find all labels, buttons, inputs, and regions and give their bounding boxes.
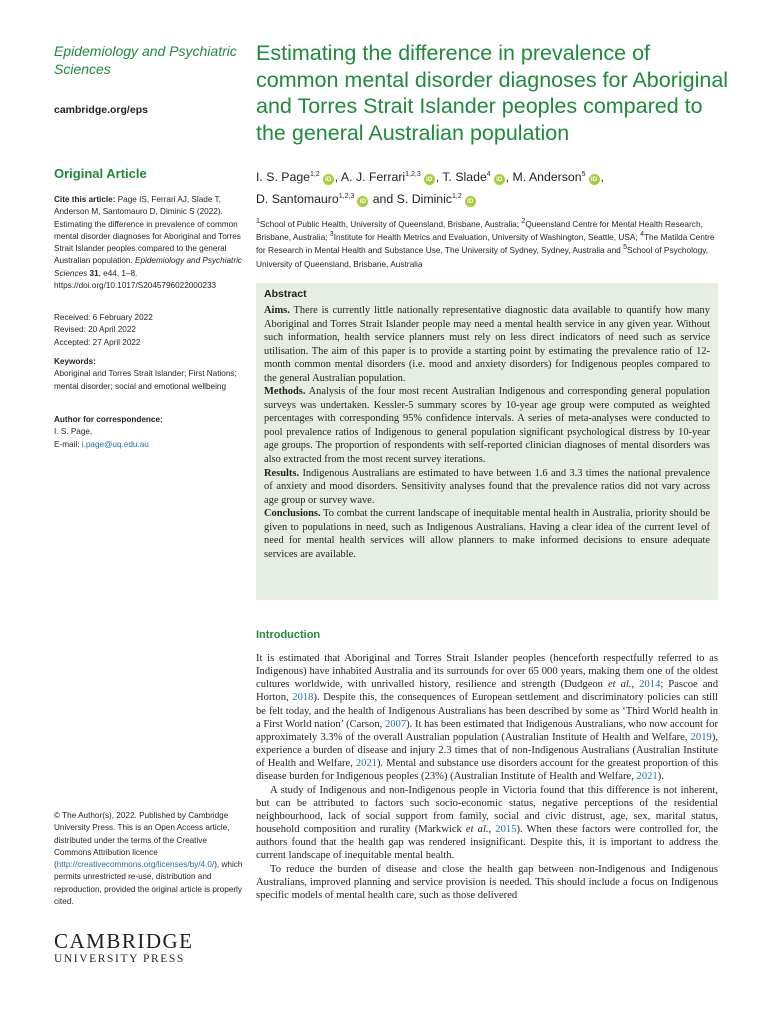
author-name[interactable]: T. Slade (442, 170, 487, 184)
corr-email-link[interactable]: i.page@uq.edu.au (81, 439, 149, 449)
section-heading-introduction: Introduction (256, 629, 321, 641)
abstract-aims (264, 304, 710, 385)
corr-name: I. S. Page, (54, 427, 93, 437)
orcid-icon[interactable]: iD (589, 174, 600, 185)
cite-doi[interactable]: , e44, 1–8. https://doi.org/10.1017/S2045796022000233 (54, 268, 217, 291)
author-and: and (372, 192, 394, 206)
license-link[interactable]: http://creativecommons.org/licenses/by/4.0/ (56, 860, 215, 870)
author-sep: , (435, 170, 440, 184)
citation-block (54, 194, 244, 292)
body-text-run: ). Mental and substance use disorders account for the greatest proportion of this disease burden for Indigenous peoples (23%) (Australian Institute of Health and Welfare, (256, 758, 718, 783)
author-affil-sup: 1,2,3 (405, 170, 421, 178)
orcid-icon[interactable]: iD (494, 174, 505, 185)
received-date: Received: 6 February 2022 (54, 313, 153, 322)
affiliation: The Matilda Centre for Research in Mental Health and Substance Use, The University of Sydney, Sydney, Australia and (256, 232, 715, 256)
italic-text: et al. (465, 824, 489, 836)
body-text-run: , (631, 679, 640, 691)
introduction-body (256, 652, 718, 902)
journal-url[interactable]: cambridge.org/eps (54, 104, 148, 116)
author-affil-sup: 1,2,3 (338, 192, 355, 200)
license-text-b: ), which permits unrestricted re-use, distribution and reproduction, provided the original article is properly cited. (54, 860, 243, 907)
cambridge-logo (54, 930, 204, 966)
results-text: Indigenous Australians are estimated to have between 1.6 and 3.3 times the national prevalence of anxiety and mood disorders. Sensitivity analyses found that the prevalence ratios did not vary across age group or survey wave. (264, 467, 711, 506)
article-type: Original Article (54, 166, 147, 181)
revised-date: Revised: 20 April 2022 (54, 325, 136, 335)
affiliation: Institute for Health Metrics and Evaluation, University of Washington, Seattle, USA; (333, 232, 638, 243)
logo-line1: CAMBRIDGE (54, 929, 194, 953)
abstract-heading: Abstract (264, 288, 307, 300)
logo-line2: UNIVERSITY PRESS (54, 953, 185, 965)
accepted-date: Accepted: 27 April 2022 (54, 337, 141, 347)
orcid-icon[interactable]: iD (323, 174, 334, 185)
italic-text: et al. (607, 679, 632, 691)
author-affil-sup: 5 (581, 170, 586, 178)
affiliation: School of Public Health, University of Queensland, Brisbane, Australia; (259, 219, 520, 229)
conclusions-text: To combat the current landscape of inequitable mental health in Australia, priority should be given to populations in need, such as Indigenous Australians. Having a clear idea of the current level of need for mental health services will allow planners to make informed decisions to ensure adequate services are available. (264, 508, 711, 560)
cite-text: Page IS, Ferrari AJ, Slade T, Anderson M, Santomauro D, Diminic S (2022). Estimating the difference in prevalence of common mental disorder diagnoses for Aboriginal and Torres Strait Islander peoples compared to the general Australian population. (54, 195, 241, 266)
aims-text: There is currently little nationally representative diagnostic data available to quantify how many Aboriginal and Torres Strait Islander people may need a mental health service in any given year. Without such information, health service planners must rely on less direct indicators of need such as service utilisation. The aim of this paper is to provide a starting point by estimating the prevalence ratio of 12-month common mental disorders (i.e. mood and anxiety disorders) for Indigenous peoples compared to the general Australian population. (264, 305, 710, 384)
orcid-icon[interactable]: iD (357, 196, 368, 207)
body-text-run: It is estimated that Aboriginal and Torres Strait Islander peoples (henceforth respectfully referred to as Indigenous) have inhabited Australia and its surrounds for over 65 000 years, making them one of the oldest cultures worldwide, with unrivalled history, resilience and strength (Dudgeon (256, 653, 718, 691)
affiliations (256, 218, 721, 271)
author-name[interactable]: S. Diminic (396, 192, 453, 206)
author-sep: , (505, 170, 510, 184)
keywords-text: Aboriginal and Torres Strait Islander; First Nations; mental disorder; social and emotional wellbeing (54, 369, 237, 391)
cite-journal: Epidemiology and Psychiatric Sciences (54, 256, 242, 278)
affil-sup: 5 (623, 244, 628, 252)
author-name[interactable]: D. Santomauro (256, 192, 339, 206)
conclusions-label: Conclusions. (264, 508, 321, 520)
citation-link[interactable]: 2021 (355, 758, 378, 770)
affil-sup: 4 (640, 231, 644, 239)
author-name[interactable]: M. Anderson (512, 170, 582, 184)
affil-sup: 1 (256, 218, 260, 226)
affil-sup: 3 (329, 231, 334, 239)
abstract-box (256, 283, 718, 600)
orcid-icon[interactable]: iD (424, 174, 435, 185)
article-title: Estimating the difference in prevalence of common mental disorder diagnoses for Aboriginal and Torres Strait Islander peoples compared to the general Australian population (256, 41, 729, 145)
body-text-run: ). Despite this, the consequences of European settlement and discriminatory policies can still be felt today, and the health of Indigenous Australians has been described by some as ‘Third World health in a First World nation’ (Carson, (256, 692, 718, 730)
body-text-run: ). When these factors were controlled for, the authors found that the health gap was rendered insignificant. Despite this, it is important to address the current landscape of inequitable mental health. (256, 824, 719, 862)
author-name[interactable]: I. S. Page (256, 170, 311, 184)
citation-link[interactable]: 2015 (495, 824, 517, 836)
citation-link[interactable]: 2021 (636, 771, 658, 783)
citation-link[interactable]: 2018 (292, 692, 314, 704)
author-affil-sup: 1,2 (310, 170, 320, 178)
affil-sup: 2 (521, 218, 526, 226)
author-sep: , (334, 170, 339, 184)
aims-label: Aims. (264, 305, 290, 316)
author-sep: , (600, 170, 604, 184)
body-text-run: ), experience a burden of disease and injury 2.3 times that of non-Indigenous Australians (Australian Institute of Health and Welfare, (256, 731, 718, 770)
body-text-run: ; Pascoe and Horton, (256, 679, 719, 704)
author-affil-sup: 4 (486, 170, 491, 178)
body-text-run: ). It has been estimated that Indigenous Australians, who now account for approximately 3.3% of the overall Australian population (Australian Institute of Health and Welfare, (256, 718, 718, 743)
journal-name: Epidemiology and Psychiatric Sciences (54, 43, 237, 77)
license-text-a: © The Author(s), 2022. Published by Cambridge University Press. This is an Open Access article, distributed under the terms of the Creative Commons Attribution licence ( (54, 811, 230, 870)
correspondence-block (54, 414, 244, 451)
corr-email-label: E-mail: (54, 439, 80, 449)
abstract-results (264, 467, 710, 508)
abstract-conclusions (264, 507, 710, 561)
keywords-label: Keywords: (54, 357, 96, 366)
body-paragraph (256, 863, 718, 902)
citation-link[interactable]: 2014 (639, 679, 661, 691)
cite-label: Cite this article: (54, 195, 116, 204)
cite-volume: 31 (89, 268, 99, 278)
results-label: Results. (264, 467, 300, 479)
body-text-run: ). (657, 771, 664, 783)
orcid-icon[interactable]: iD (465, 196, 476, 207)
license-block (54, 810, 244, 908)
abstract-methods (264, 385, 710, 466)
author-list (256, 166, 726, 210)
affiliation: School of Psychology, University of Queensland, Brisbane, Australia (256, 245, 709, 269)
body-text-run: A study of Indigenous and non-Indigenous people in Victoria found that this difference is not inherent, but can be attributed to factors such socio-economic status, negative perceptions of the residential neighbourhood, lack of social support from family, social and civic distrust, age, sex, marital status, household composition and rurality (Markwick (256, 784, 718, 836)
affiliation: Queensland Centre for Mental Health Research, Brisbane, Australia; (256, 219, 703, 243)
methods-text: Analysis of the four most recent Australian Indigenous and corresponding general population surveys was undertaken. Kessler-5 summary scores by 10-year age group were computed as weighted percentages with corresponding 95% confidence intervals. A series of meta-analyses were conducted to pool prevalence ratios of Indigenous to general population significant psychological distress by 10-year age groups. The proportion of respondents with self-reported clinician diagnoses of mental disorders was also extracted from the most recent survey iterations. (264, 386, 710, 466)
keywords-block (54, 356, 244, 393)
dates-block (54, 312, 244, 349)
author-affil-sup: 1,2 (452, 192, 462, 200)
citation-link[interactable]: 2007 (384, 718, 407, 730)
corr-label: Author for correspondence: (54, 415, 163, 424)
body-paragraph (256, 652, 718, 784)
body-text-run: To reduce the burden of disease and close the health gap between non-Indigenous and Indigenous Australians, improved planning and service provision is needed. This should include a focus on Indigenous specific models of mental health care, such as those delivered (256, 863, 718, 901)
author-name[interactable]: A. J. Ferrari (340, 170, 406, 184)
body-text-run: , (488, 824, 496, 836)
citation-link[interactable]: 2019 (690, 731, 712, 743)
body-paragraph (256, 784, 718, 863)
methods-label: Methods. (264, 386, 306, 398)
